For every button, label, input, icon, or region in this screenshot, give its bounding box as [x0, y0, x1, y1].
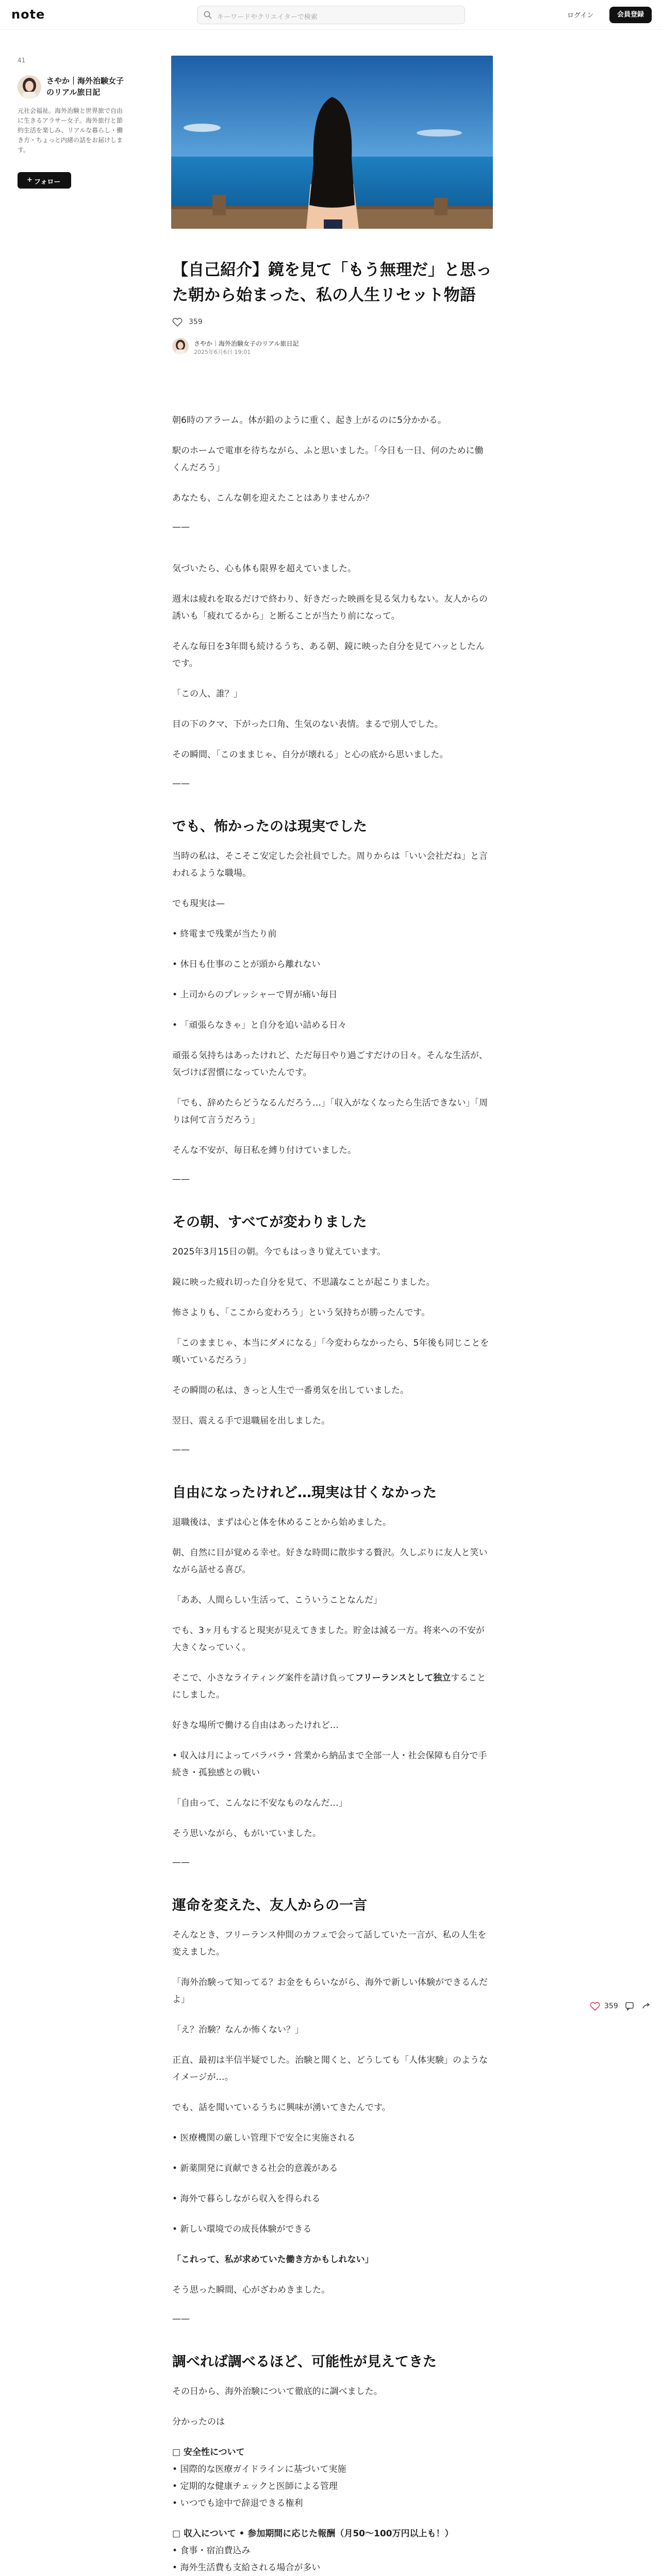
heart-icon[interactable]	[590, 2002, 600, 2011]
bullet-item: • 海外で暮らしながら収入を得られる	[172, 2194, 321, 2204]
separator: ——	[172, 522, 190, 532]
paragraph: 翌日、震える手で退職届を出しました。	[172, 1416, 330, 1426]
like-count: 359	[604, 2002, 618, 2010]
paragraph: 頑張る気持ちはあったけれど、ただ毎日やり過ごすだけの日々。そんな生活が、気づけば習慣になっていたんです。	[172, 1050, 488, 1078]
paragraph-with-emphasis	[172, 1670, 492, 1704]
paragraph: 目の下のクマ、下がった口角、生気のない表情。まるで別人でした。	[172, 719, 443, 730]
paragraph: 正直、最初は半信半疑でした。治験と聞くと、どうしても「人体実験」のようなイメージが…。	[172, 2055, 488, 2082]
paragraph: 分かったのは	[172, 2417, 225, 2427]
paragraph: 「自由って、こんなに不安なものなんだ…」	[172, 1798, 347, 1808]
seaside-woman-illustration	[171, 56, 493, 229]
bullet-item: • 休日も仕事のことが頭から離れない	[172, 959, 321, 970]
group-heading: □ 安全性について	[172, 2447, 245, 2458]
bullet-item: • 新しい環境での成長体験ができる	[172, 2224, 312, 2234]
paragraph: そんなとき、フリーランス仲間のカフェで会って話していた一言が、私の人生を変えました。	[172, 1930, 487, 1957]
like-count: 359	[189, 318, 203, 326]
article-author[interactable]	[172, 338, 378, 357]
section-heading: その朝、すべてが変わりました	[172, 1214, 367, 1230]
paragraph: 好きな場所で働ける自由はあったけれど…	[172, 1720, 339, 1731]
paragraph: 「ああ、人間らしい生活って、こういうことなんだ」	[172, 1595, 382, 1605]
paragraph: でも、3ヶ月もすると現実が見えてきました。貯金は減る一方。将来への不安が大きくなっていく。	[172, 1625, 485, 1653]
paragraph: その瞬間の私は、きっと人生で一番勇気を出していました。	[172, 1385, 409, 1396]
bullet-item: • 海外生活費も支給される場合が多い	[172, 2563, 321, 2573]
publish-date: 2025年6月6日 19:01	[194, 349, 251, 355]
paragraph: 怖さよりも、「ここから変わろう」という気持ちが勝ったんです。	[172, 1308, 431, 1318]
separator: ——	[172, 1174, 190, 1184]
section-heading: でも、怖かったのは現実でした	[172, 819, 367, 835]
note-logo[interactable]: note	[11, 7, 45, 22]
separator: ——	[172, 2314, 190, 2324]
hero-image	[171, 56, 493, 229]
floating-actions	[590, 2000, 652, 2012]
text: することにしました。	[172, 1673, 486, 1700]
paragraph: そう思いながら、もがいていました。	[172, 1828, 321, 1839]
paragraph: 2025年3月15日の朝。今でもはっきり覚えています。	[172, 1247, 386, 1257]
signup-button[interactable]: 会員登録	[609, 7, 652, 23]
emphasis: フリーランスとして独立	[355, 1673, 451, 1683]
paragraph: 当時の私は、そこそこ安定した会社員でした。周りからは「いい会社だね」と言われるような職場。	[172, 851, 488, 878]
paragraph: その日から、海外治験について徹底的に調べました。	[172, 2386, 383, 2397]
follow-label: フォロー	[34, 178, 61, 186]
bullet-item: • 終電まで残業が当たり前	[172, 929, 277, 939]
paragraph: 朝6時のアラーム。体が鉛のように重く、起き上がるのに5分かかる。	[172, 415, 446, 426]
bullet-item: • 国際的な医療ガイドラインに基づいて実施	[172, 2464, 346, 2475]
sidebar-author-name[interactable]: さやか｜海外治験女子のリアル旅日記	[46, 76, 124, 97]
section-heading: 自由になったけれど…現実は甘くなかった	[172, 1485, 437, 1501]
paragraph: 「このままじゃ、本当にダメになる」「今変わらなかったら、5年後も同じことを嘆いているだろう」	[172, 1338, 489, 1365]
heart-icon	[172, 317, 183, 327]
separator: ——	[172, 778, 190, 789]
login-link[interactable]: ログイン	[567, 12, 594, 20]
paragraph: 気づいたら、心も体も限界を超えていました。	[172, 564, 356, 574]
separator: ——	[172, 1445, 190, 1455]
author-name: さやか｜海外治験女子のリアル旅日記	[194, 340, 299, 347]
group-heading: □ 収入について • 参加期間に応じた報酬（月50〜100万円以上も！）	[172, 2529, 454, 2539]
paragraph: でも現実は—	[172, 899, 225, 909]
avatar-illustration	[18, 75, 41, 99]
search-icon	[204, 11, 212, 19]
article-body	[172, 412, 492, 2576]
paragraph: 「でも、辞めたらどうなるんだろう…」「収入がなくなったら生活できない」「周りは何て言うだろう」	[172, 1098, 488, 1125]
follow-button[interactable]	[18, 172, 71, 189]
bullet-item: • 食事・宿泊費込み	[172, 2546, 251, 2556]
sidebar-count: 41	[18, 57, 26, 64]
text: そこで、小さなライティング案件を請け負って	[172, 1673, 355, 1683]
author-avatar[interactable]	[18, 75, 41, 99]
paragraph: 退職後は、まずは心と体を休めることから始めました。	[172, 1517, 391, 1528]
bullet-item: • いつでも途中で辞退できる権利	[172, 2498, 303, 2509]
paragraph: 駅のホームで電車を待ちながら、ふと思いました。「今日も一日、何のために働くんだろう」	[172, 446, 484, 473]
paragraph: 週末は疲れを取るだけで終わり、好きだった映画を見る気力もない。友人からの誘いも「疲れてるから」と断ることが当たり前になって。	[172, 594, 488, 621]
section-heading: 調べれば調べるほど、可能性が見えてきた	[172, 2354, 437, 2370]
plus-icon: +	[27, 176, 32, 184]
paragraph: そんな毎日を3年間も続けるうち、ある朝、鏡に映った自分を見てハッとしたんです。	[172, 641, 485, 669]
author-avatar-small	[172, 338, 189, 354]
article-title: 【自己紹介】鏡を見て「もう無理だ」と思った朝から始まった、私の人生リセット物語	[172, 261, 492, 304]
bullet-item: • 収入は月によってバラバラ・営業から納品まで全部一人・社会保障も自分で手続き・孤独感との戦い	[172, 1751, 487, 1778]
bullet-item: • 医療機関の厳しい管理下で安全に実施される	[172, 2133, 356, 2143]
paragraph: 朝、自然に目が覚める幸せ。好きな時間に散歩する贅沢。久しぶりに友人と笑いながら話せる喜び。	[172, 1548, 488, 1575]
separator: ——	[172, 1857, 190, 1868]
search-placeholder: キーワードやクリエイターで検索	[217, 13, 318, 21]
paragraph: そう思った瞬間、心がざわめきました。	[172, 2285, 330, 2295]
top-header	[0, 0, 662, 30]
comment-icon[interactable]	[625, 2002, 634, 2011]
bullet-item: • 「頑張らなきゃ」と自分を追い詰める日々	[172, 1020, 347, 1030]
paragraph: あなたも、こんな朝を迎えたことはありませんか？	[172, 493, 374, 503]
section-heading: 運命を変えた、友人からの一言	[172, 1897, 367, 1913]
search-box[interactable]	[197, 6, 465, 24]
bullet-item: • 新薬開発に貢献できる社会的意義がある	[172, 2163, 338, 2174]
paragraph: 「この人、誰？」	[172, 689, 242, 699]
sidebar-author-bio: 元社会福祉。海外治験と世界旅で自由に生きるアラサー女子。海外旅行と節約生活を楽しみ、リアルな暮らし・働き方・ちょっと内緒の話をお届けします。	[18, 107, 123, 154]
share-icon[interactable]	[641, 2002, 651, 2011]
paragraph: 「え？治験？なんか怖くない？」	[172, 2025, 304, 2035]
paragraph: 「海外治験って知ってる？お金をもらいながら、海外で新しい体験ができるんだよ」	[172, 1977, 488, 2005]
bullet-item: • 定期的な健康チェックと医師による管理	[172, 2481, 338, 2492]
bullet-item: • 上司からのプレッシャーで胃が痛い毎日	[172, 990, 338, 1000]
emphasis-paragraph: 「これって、私が求めていた働き方かもしれない」	[172, 2255, 374, 2265]
paragraph: 鏡に映った疲れ切った自分を見て、不思議なことが起こりました。	[172, 1277, 435, 1287]
paragraph: でも、話を聞いているうちに興味が湧いてきたんです。	[172, 2103, 391, 2113]
paragraph: その瞬間、「このままじゃ、自分が壊れる」と心の底から思いました。	[172, 750, 449, 760]
paragraph: そんな不安が、毎日私を縛り付けていました。	[172, 1145, 356, 1156]
